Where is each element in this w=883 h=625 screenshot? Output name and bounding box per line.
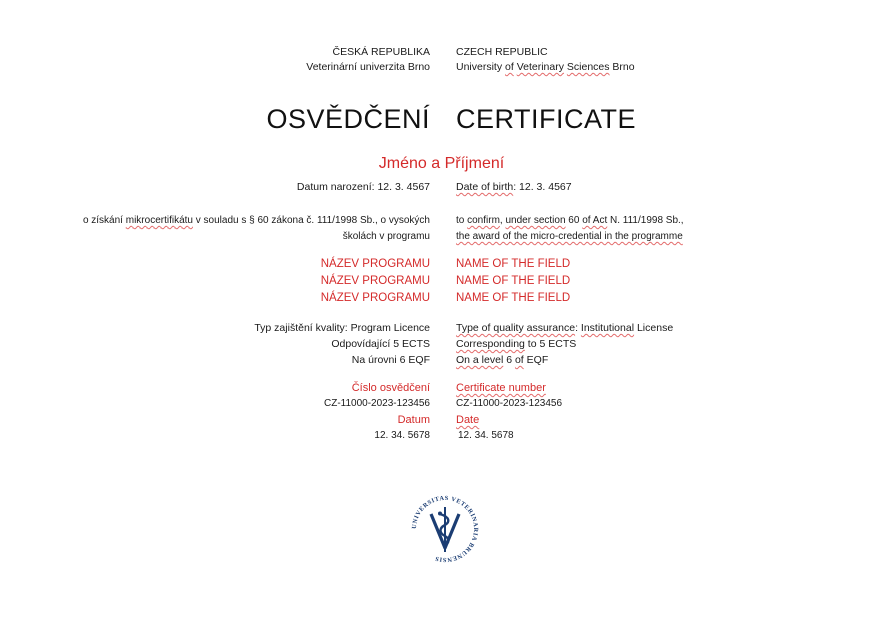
program-cz: NÁZEV PROGRAMU: [320, 258, 430, 270]
cert-number-label-cz: Číslo osvědčení: [351, 382, 430, 394]
title-cz: OSVĚDČENÍ: [266, 104, 430, 134]
birth-en: Date of birth: 12. 3. 4567: [456, 181, 572, 193]
university-en: University of Veterinary Sciences Brno: [456, 61, 635, 73]
cert-number-label-en: Certificate number: [456, 382, 546, 394]
quality-cz: [254, 320, 430, 368]
quality-type-cz: Typ zajištění kvality: Program Licence: [254, 322, 430, 334]
holder-name: Jméno a Příjmení: [378, 155, 505, 172]
statement-en-line2: the award of the micro-credential in the programme: [456, 231, 683, 242]
cert-number-cz: CZ-11000-2023-123456: [323, 398, 430, 409]
program-cz: NÁZEV PROGRAMU: [320, 275, 430, 287]
date-label-cz: Datum: [397, 414, 430, 426]
cert-info-en: [456, 380, 562, 444]
title-en: CERTIFICATE: [456, 104, 637, 134]
statement-cz-line2: školách v programu: [342, 231, 430, 242]
svg-text:UNIVERSITAS VETERINARIA BRUNEN: UNIVERSITAS VETERINARIA BRUNENSIS: [410, 494, 480, 564]
birth-cz: Datum narození: 12. 3. 4567: [296, 181, 430, 193]
country-cz: ČESKÁ REPUBLIKA: [332, 46, 430, 58]
ects-en: Corresponding to 5 ECTS: [456, 338, 577, 350]
date-value-cz: 12. 34. 5678: [374, 430, 430, 441]
university-seal-icon: [406, 490, 484, 568]
quality-en: [456, 320, 673, 368]
statement-cz: [83, 213, 430, 245]
date-label-en: Date: [456, 414, 480, 426]
statement-en: [456, 213, 684, 245]
country-en: CZECH REPUBLIC: [456, 46, 548, 58]
program-en: NAME OF THE FIELD: [456, 258, 571, 270]
statement-en-line1: to confirm, under section 60 of Act N. 111/1998 Sb.,: [456, 215, 684, 226]
programs-en: [456, 256, 570, 307]
program-cz: NÁZEV PROGRAMU: [320, 292, 430, 304]
eqf-en: On a level 6 of EQF: [456, 354, 549, 366]
date-value-en: 12. 34. 5678: [458, 430, 514, 441]
statement-cz-line1: o získání mikrocertifikátu v souladu s § 60 zákona č. 111/1998 Sb., o vysokých: [82, 215, 430, 226]
ects-cz: Odpovídající 5 ECTS: [331, 338, 430, 350]
quality-type-en: Type of quality assurance: Institutional License: [456, 322, 674, 334]
cert-number-en: CZ-11000-2023-123456: [456, 398, 563, 409]
eqf-cz: Na úrovni 6 EQF: [351, 354, 430, 366]
header-en: [456, 45, 635, 75]
program-en: NAME OF THE FIELD: [456, 292, 571, 304]
program-en: NAME OF THE FIELD: [456, 275, 571, 287]
header-cz: [306, 45, 430, 75]
university-cz: Veterinární univerzita Brno: [306, 61, 430, 73]
cert-info-cz: [324, 380, 430, 444]
programs-cz: [321, 256, 430, 307]
